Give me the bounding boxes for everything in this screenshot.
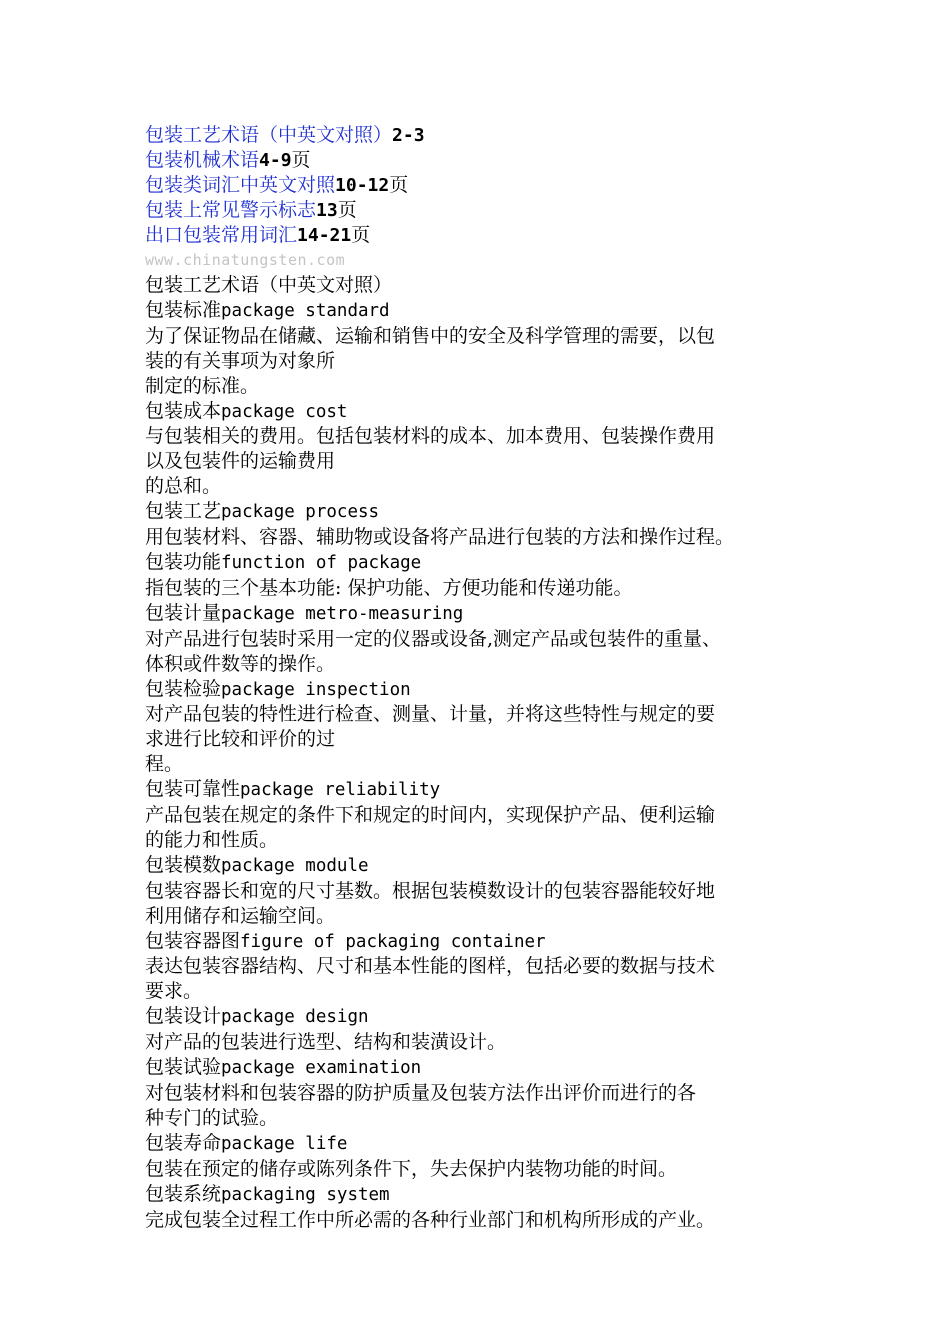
entry-term [145, 1182, 835, 1208]
toc-item[interactable] [145, 223, 835, 248]
section-title: 包装工艺术语（中英文对照） [145, 274, 393, 296]
entry-definition-line: 指包装的三个基本功能: 保护功能、方便功能和传递功能。 [145, 576, 633, 599]
toc-item-pages: 4-9 [259, 150, 292, 171]
entry-definition-line: 利用储存和运输空间。 [145, 904, 336, 927]
entry-term-en: package reliability [240, 780, 441, 801]
entry-term [145, 1131, 835, 1157]
entry-term [145, 777, 835, 803]
entry-definition-line: 用包装材料、容器、辅助物或设备将产品进行包装的方法和操作过程。 [145, 526, 735, 549]
entry-term-en: package cost [221, 401, 348, 422]
glossary-entry [145, 601, 835, 677]
glossary-entry [145, 1182, 835, 1233]
entry-definition-line: 产品包装在规定的条件下和规定的时间内，实现保护产品、便利运输 [145, 804, 716, 827]
entry-term-en: package standard [221, 300, 390, 321]
entry-definition-line: 包装容器长和宽的尺寸基数。根据包装模数设计的包装容器能较好地 [145, 879, 716, 902]
entry-term-cn: 包装模数 [145, 853, 222, 876]
entry-term-cn: 包装成本 [145, 399, 222, 422]
glossary-entry [145, 1004, 835, 1055]
toc-item-pages: 14-21 [297, 225, 352, 246]
glossary-entry [145, 499, 835, 550]
toc-item-title[interactable]: 包装类词汇中英文对照 [145, 174, 336, 196]
glossary-entry [145, 853, 835, 929]
entry-term-cn: 包装试验 [145, 1056, 222, 1079]
entry-term [145, 677, 835, 703]
entry-term-en: packaging system [221, 1184, 390, 1205]
entry-definition-line: 为了保证物品在储藏、运输和销售中的安全及科学管理的需要，以包 [145, 324, 716, 347]
glossary-entry [145, 1131, 835, 1182]
entry-term-cn: 包装可靠性 [145, 778, 241, 801]
entry-definition-line: 以及包装件的运输费用 [145, 450, 336, 473]
entry-definition-line: 对产品的包装进行选型、结构和装潢设计。 [145, 1031, 507, 1054]
entry-term-en: package design [221, 1007, 369, 1028]
toc-item-pages: 2-3 [392, 125, 425, 146]
toc-item[interactable] [145, 123, 835, 148]
entry-term [145, 298, 835, 324]
toc-item-pages: 13 [316, 200, 338, 221]
glossary-entry [145, 777, 835, 853]
entry-definition-line: 体积或件数等的操作。 [145, 652, 336, 675]
toc-item-title[interactable]: 包装工艺术语（中英文对照） [145, 124, 393, 146]
entry-term-en: function of package [221, 552, 422, 573]
entry-term-cn: 包装寿命 [145, 1131, 222, 1154]
toc-item-suffix: 页 [351, 224, 371, 246]
entry-term-cn: 包装系统 [145, 1182, 222, 1205]
toc-item[interactable] [145, 148, 835, 173]
entry-term-cn: 包装计量 [145, 601, 222, 624]
glossary-entry [145, 550, 835, 601]
watermark-text: www.chinatungsten.com [145, 251, 346, 269]
document-page [145, 123, 835, 1232]
entry-term [145, 929, 835, 955]
entry-definition-line: 要求。 [145, 980, 203, 1003]
entry-term-en: package process [221, 502, 380, 523]
entry-definition-line: 的能力和性质。 [145, 828, 279, 851]
entry-term [145, 1004, 835, 1030]
entry-definition-line: 包装在预定的储存或陈列条件下，失去保护内装物功能的时间。 [145, 1157, 678, 1180]
entry-term-cn: 包装功能 [145, 550, 222, 573]
entry-definition-line: 对产品进行包装时采用一定的仪器或设备,测定产品或包装件的重量、 [145, 627, 722, 650]
entry-definition-line: 的总和。 [145, 475, 222, 498]
glossary-entries [145, 298, 835, 1233]
entry-term-cn: 包装标准 [145, 298, 222, 321]
entry-definition-line: 装的有关事项为对象所 [145, 349, 336, 372]
entry-definition-line: 种专门的试验。 [145, 1106, 279, 1129]
entry-definition-line: 程。 [145, 753, 184, 776]
toc-item[interactable] [145, 173, 835, 198]
entry-term [145, 853, 835, 879]
entry-term-en: package metro-measuring [221, 603, 464, 624]
toc-item-suffix: 页 [291, 149, 311, 171]
entry-definition-line: 表达包装容器结构、尺寸和基本性能的图样，包括必要的数据与技术 [145, 955, 716, 978]
entry-term-en: package inspection [221, 679, 411, 700]
toc-item-suffix: 页 [389, 174, 409, 196]
glossary-entry [145, 677, 835, 778]
table-of-contents [145, 123, 835, 248]
toc-item-suffix: 页 [337, 199, 357, 221]
toc-item-pages: 10-12 [335, 175, 390, 196]
entry-term [145, 601, 835, 627]
entry-term-cn: 包装检验 [145, 677, 222, 700]
toc-item[interactable] [145, 198, 835, 223]
glossary-entry [145, 1055, 835, 1131]
entry-definition-line: 对产品包装的特性进行检查、测量、计量，并将这些特性与规定的要 [145, 703, 716, 726]
entry-term-en: figure of packaging container [240, 931, 546, 952]
entry-term-cn: 包装容器图 [145, 929, 241, 952]
toc-item-title[interactable]: 包装上常见警示标志 [145, 199, 317, 221]
entry-term-cn: 包装设计 [145, 1005, 222, 1028]
entry-definition-line: 对包装材料和包装容器的防护质量及包装方法作出评价而进行的各 [145, 1082, 697, 1104]
toc-item-title[interactable]: 包装机械术语 [145, 149, 260, 171]
entry-term-cn: 包装工艺 [145, 500, 222, 523]
entry-definition-line: 求进行比较和评价的过 [145, 728, 336, 751]
glossary-entry [145, 298, 835, 399]
entry-definition-line: 制定的标准。 [145, 374, 260, 397]
entry-term-en: package module [221, 855, 369, 876]
entry-term [145, 499, 835, 525]
entry-term [145, 399, 835, 425]
entry-definition-line: 与包装相关的费用。包括包装材料的成本、加本费用、包装操作费用 [145, 425, 716, 448]
entry-term [145, 550, 835, 576]
entry-term-en: package examination [221, 1058, 422, 1079]
entry-term [145, 1055, 835, 1081]
entry-definition-line: 完成包装全过程工作中所必需的各种行业部门和机构所形成的产业。 [145, 1208, 716, 1231]
glossary-entry [145, 929, 835, 1005]
toc-item-title[interactable]: 出口包装常用词汇 [145, 224, 298, 246]
entry-term-en: package life [221, 1133, 348, 1154]
glossary-entry [145, 399, 835, 500]
